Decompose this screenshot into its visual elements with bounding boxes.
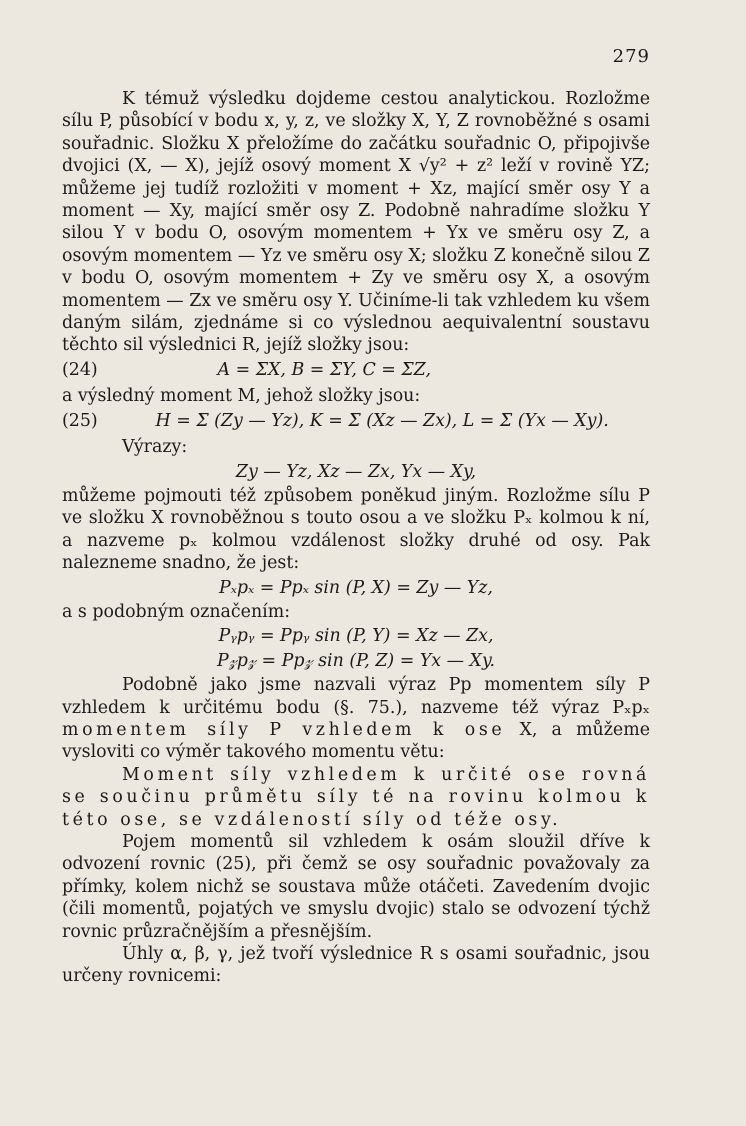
- expressions-line: Zy — Yz, Xz — Zx, Yx — Xy,: [235, 461, 477, 482]
- moment-definition-outro: X, a můžeme vysloviti co výměr takového momentu větu:: [62, 719, 650, 763]
- moment-definition-term: momentem síly P vzhledem k ose: [62, 719, 506, 740]
- theorem-moment-axis: Moment síly vzhledem k určité ose rovná se součinu průmětu síly té na rovinu kolmou k této ose, se vzdáleností síly od téže osy.: [62, 764, 650, 830]
- page-body: [62, 88, 650, 988]
- paragraph-moment-definition: [62, 674, 650, 764]
- equation-24: [62, 359, 650, 381]
- paragraph-angles: Úhly α, β, γ, jež tvoří výslednice R s osami souřadnic, jsou určeny rovnicemi:: [62, 944, 650, 987]
- equation-moment-x: Pₓpₓ = Ppₓ sin (P, X) = Zy — Yz,: [219, 577, 493, 598]
- equation-moment-y: Pᵧpᵧ = Ppᵧ sin (P, Y) = Xz — Zx,: [218, 626, 494, 647]
- paragraph-resultant-moment: a výsledný moment M, jehož složky jsou:: [62, 386, 421, 407]
- equation-moment-z: P𝓏p𝓏 = Pp𝓏 sin (P, Z) = Yx — Xy.: [217, 650, 495, 671]
- equation-25: [62, 410, 650, 432]
- equation-25-body: H = Σ (Zy — Yz), K = Σ (Xz — Zx), L = Σ (Yx — Xy).: [155, 410, 609, 431]
- paragraph-decompose-force: můžeme pojmouti též způsobem poněkud jiným. Rozložme sílu P ve složku X rovnoběžnou s touto osou a ve složku Pₓ kolmou k ní, a nazveme pₓ kolmou vzdálenost složky druhé od osy. Pak nalezneme snadno, že jest:: [62, 485, 650, 574]
- page-number: 279: [612, 46, 650, 67]
- paragraph-history-moments: Pojem momentů sil vzhledem k osám sloužil dříve k odvození rovnic (25), při čemž se osy souřadnic považovaly za přímky, kolem nichž se soustava může otáčeti. Zavedením dvojic (čili momentů, pojatých ve smyslu dvojic) stalo se odvození týchž rovnic průzračnějším a přesnějším.: [62, 832, 650, 942]
- paragraph-analytic-method: K témuž výsledku dojdeme cestou analytickou. Rozložme sílu P, působící v bodu x, y, z, ve složky X, Y, Z rovnoběžné s osami souřadnic. Složku X přeložíme do začátku souřadnic O, připojivše dvojici (X, — X), jejíž osový moment X √y² + z² leží v rovině YZ; můžeme jej tudíž rozložiti v moment + Xz, mající směr osy Y a moment — Xy, mající směr osy Z. Podobně nahradíme složku Y silou Y v bodu O, osovým momentem + Yx ve směru osy Z, a osovým momentem — Yz ve směru osy X; složku Z konečně silou Z v bodu O, osovým momentem + Zy ve směru osy X, a osovým momentem — Zx ve směru osy Y. Učiníme-li tak vzhledem ku všem daným silám, zjednáme si co výslednou aequivalentní soustavu těchto sil výslednici R, jejíž složky jsou:: [62, 89, 650, 356]
- equation-25-number: (25): [62, 410, 98, 431]
- equation-24-number: (24): [62, 359, 98, 380]
- equation-24-body: A = ΣX, B = ΣY, C = ΣZ,: [217, 359, 431, 380]
- moment-definition-intro: Podobně jako jsme nazvali výraz Pp momentem síly P vzhledem k určitému bodu (§. 75.), nazveme též výraz Pₓpₓ: [62, 675, 650, 718]
- paragraph-similar-notation: a s podobným označením:: [62, 601, 291, 622]
- paragraph-expressions-label: Výrazy:: [122, 437, 188, 458]
